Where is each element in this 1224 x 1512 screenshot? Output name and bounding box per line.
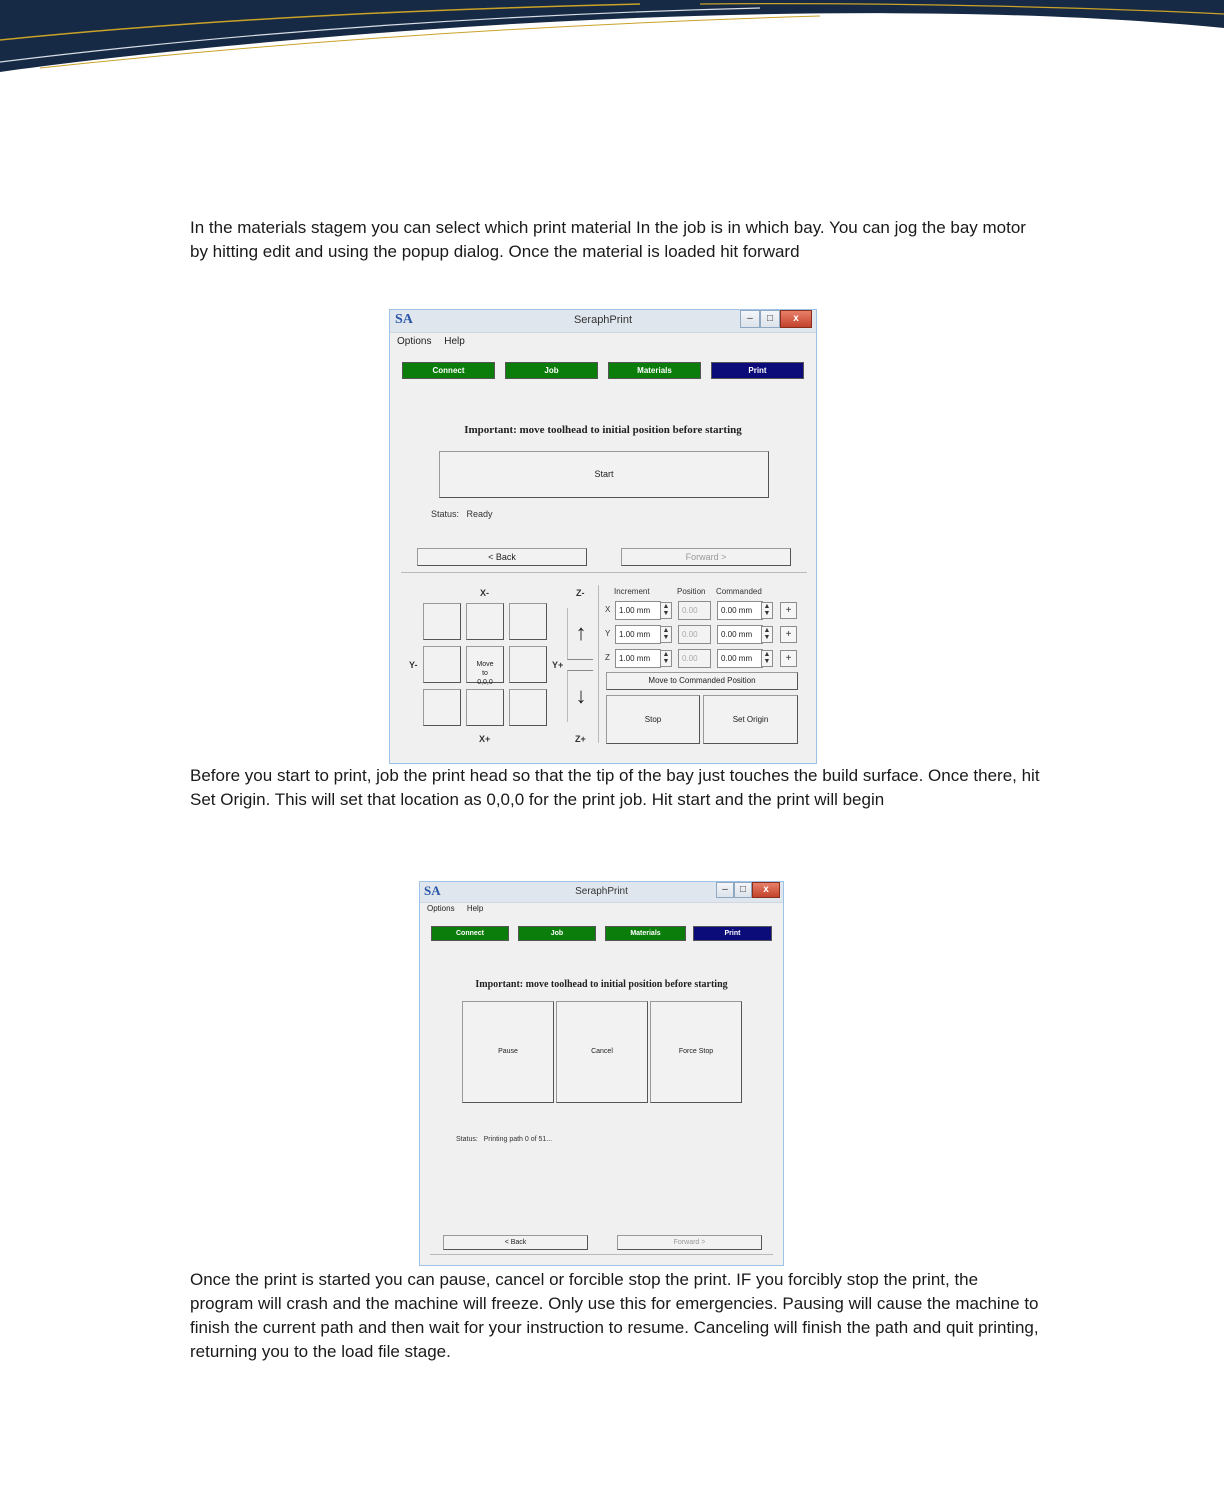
axis-y-label: Y (605, 629, 611, 638)
status-label: Status: (456, 1136, 478, 1143)
menu-help[interactable]: Help (466, 904, 484, 913)
status-row (431, 509, 493, 519)
arrow-up-icon: ↑ (575, 620, 587, 645)
jog-x-plus-button[interactable] (466, 689, 504, 726)
x-plus-label: X+ (479, 734, 491, 744)
z-commanded-spinner[interactable]: ▲ ▼ (761, 650, 773, 667)
y-commanded-field[interactable]: 0.00 mm (717, 625, 763, 644)
back-button[interactable]: < Back (417, 548, 587, 566)
z-position-field: 0.00 (678, 649, 711, 668)
window-titlebar (390, 310, 816, 333)
status-value: Ready (466, 509, 493, 519)
tab-job[interactable]: Job (505, 362, 598, 379)
close-button[interactable]: x (780, 310, 812, 328)
jog-x-minus-y-plus-button[interactable] (509, 603, 547, 640)
cancel-button[interactable]: Cancel (556, 1001, 648, 1103)
divider (430, 1254, 773, 1255)
app-logo-icon: SA (395, 312, 413, 327)
status-label: Status: (431, 509, 460, 519)
y-commanded-spinner[interactable]: ▲ ▼ (761, 626, 773, 643)
maximize-button[interactable]: □ (760, 310, 780, 328)
close-button[interactable]: x (752, 882, 780, 898)
y-minus-label: Y- (409, 660, 418, 670)
stop-button[interactable]: Stop (606, 695, 700, 744)
minimize-button[interactable]: – (716, 882, 734, 898)
seraphprint-window-setup (389, 309, 817, 764)
status-value: Printing path 0 of 51... (483, 1136, 553, 1143)
menu-options[interactable]: Options (397, 336, 432, 347)
window-title: SeraphPrint (573, 314, 633, 326)
jog-y-plus-button[interactable] (509, 646, 547, 683)
important-notice: Important: move toolhead to initial position before starting (464, 424, 742, 436)
arrow-down-icon: ↓ (575, 683, 587, 708)
maximize-button[interactable]: □ (734, 882, 752, 898)
y-increment-field[interactable]: 1.00 mm (615, 625, 661, 644)
back-button[interactable]: < Back (443, 1235, 588, 1250)
jog-x-minus-y-minus-button[interactable] (423, 603, 461, 640)
z-minus-label: Z- (576, 588, 585, 598)
move-to-origin-button[interactable] (466, 646, 504, 686)
forward-button[interactable]: Forward > (617, 1235, 762, 1250)
jog-z-up-button[interactable] (567, 608, 593, 660)
menu-bar (427, 904, 783, 913)
page-header-banner (0, 0, 1224, 75)
paragraph-pause-cancel: Once the print is started you can pause, cancel or forcible stop the print. IF you forcibly stop the print, the program will crash and the machine will freeze. Only use this for emergencies. Pausing will cause the machine to finish the current path and then wait for your instruction to resume. Canceling will finish the path and quit printing, returning you to the load file stage. (190, 1270, 1039, 1361)
app-logo-icon: SA (424, 883, 441, 898)
x-commanded-spinner[interactable]: ▲ ▼ (761, 602, 773, 619)
menu-bar (397, 336, 816, 347)
tab-connect[interactable]: Connect (431, 926, 509, 941)
menu-options[interactable]: Options (427, 904, 455, 913)
tab-materials[interactable]: Materials (605, 926, 686, 941)
increment-column-header: Increment (614, 587, 650, 596)
start-button[interactable]: Start (439, 451, 769, 498)
tab-connect[interactable]: Connect (402, 362, 495, 379)
tab-job[interactable]: Job (518, 926, 596, 941)
jog-y-minus-button[interactable] (423, 646, 461, 683)
paragraph-set-origin: Before you start to print, job the print head so that the tip of the bay just touches the build surface. Once there, hit Set Origin. This will set that location as 0,0,0 for the print job. Hit start and the print will begin (190, 766, 1040, 809)
menu-help[interactable]: Help (444, 336, 465, 347)
y-position-field: 0.00 (678, 625, 711, 644)
tab-materials[interactable]: Materials (608, 362, 701, 379)
pause-button[interactable]: Pause (462, 1001, 554, 1103)
status-row (456, 1136, 552, 1143)
y-plus-button[interactable]: + (780, 626, 797, 643)
commanded-column-header: Commanded (716, 587, 762, 596)
tab-print[interactable]: Print (693, 926, 772, 941)
axis-z-label: Z (605, 653, 610, 662)
axis-x-label: X (605, 605, 611, 614)
jog-divider (598, 585, 599, 743)
position-column-header: Position (677, 587, 706, 596)
y-increment-spinner[interactable]: ▲ ▼ (660, 626, 672, 643)
jog-x-plus-y-plus-button[interactable] (509, 689, 547, 726)
z-commanded-field[interactable]: 0.00 mm (717, 649, 763, 668)
move-to-origin-label: Move to 0,0,0 (476, 661, 494, 686)
x-increment-field[interactable]: 1.00 mm (615, 601, 661, 620)
paragraph-materials-stage: In the materials stagem you can select which print material In the job is in which bay. You can jog the bay motor by hitting edit and using the popup dialog. Once the material is loaded hit forward (190, 218, 1026, 261)
jog-x-plus-y-minus-button[interactable] (423, 689, 461, 726)
y-plus-label: Y+ (552, 660, 564, 670)
x-position-field: 0.00 (678, 601, 711, 620)
tab-print[interactable]: Print (711, 362, 804, 379)
z-plus-button[interactable]: + (780, 650, 797, 667)
move-to-commanded-button[interactable]: Move to Commanded Position (606, 672, 798, 690)
x-plus-button[interactable]: + (780, 602, 797, 619)
important-notice: Important: move toolhead to initial position before starting (475, 979, 728, 990)
forward-button[interactable]: Forward > (621, 548, 791, 566)
window-titlebar (420, 882, 783, 903)
minimize-button[interactable]: – (740, 310, 760, 328)
z-plus-label: Z+ (575, 734, 586, 744)
z-increment-field[interactable]: 1.00 mm (615, 649, 661, 668)
seraphprint-window-printing (419, 881, 784, 1266)
jog-z-down-button[interactable] (567, 670, 593, 722)
set-origin-button[interactable]: Set Origin (703, 695, 798, 744)
x-minus-label: X- (480, 588, 489, 598)
x-commanded-field[interactable]: 0.00 mm (717, 601, 763, 620)
divider (401, 572, 807, 573)
jog-x-minus-button[interactable] (466, 603, 504, 640)
force-stop-button[interactable]: Force Stop (650, 1001, 742, 1103)
x-increment-spinner[interactable]: ▲ ▼ (660, 602, 672, 619)
z-increment-spinner[interactable]: ▲ ▼ (660, 650, 672, 667)
window-title: SeraphPrint (575, 886, 628, 897)
